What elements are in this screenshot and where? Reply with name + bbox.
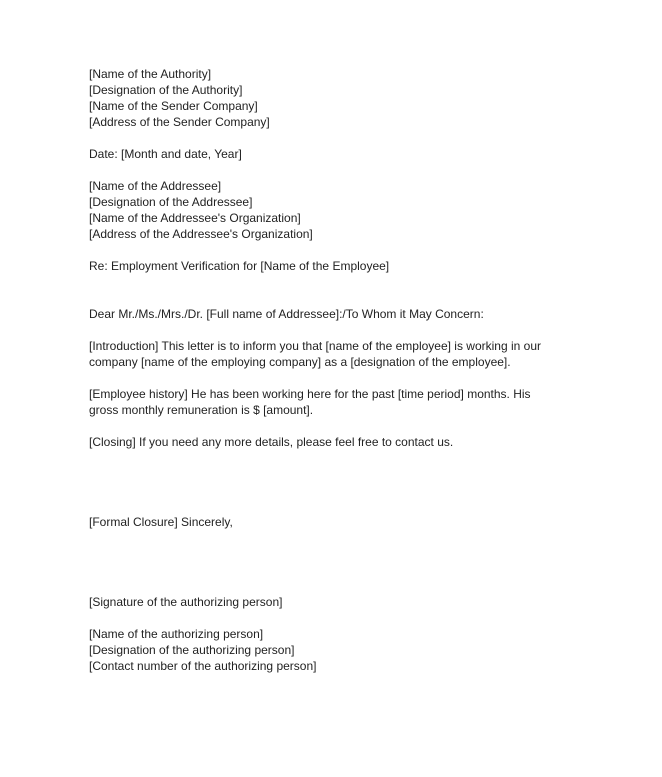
introduction-line-2: company [name of the employing company] as a [designation of the employee]. [89,355,511,369]
employee-history-paragraph [89,386,589,418]
signer-block [89,626,589,674]
formal-closure: [Formal Closure] Sincerely, [89,515,233,529]
signer-name: [Name of the authorizing person] [89,627,264,641]
formal-closure-block [89,514,589,530]
addressee-organization-address: [Address of the Addressee's Organization] [89,227,313,241]
subject-block [89,258,589,274]
authority-designation: [Designation of the Authority] [89,83,243,97]
introduction-paragraph [89,338,589,370]
signature-line: [Signature of the authorizing person] [89,595,283,609]
employee-history-line-1: [Employee history] He has been working here for the past [time period] months. His [89,387,531,401]
addressee-organization: [Name of the Addressee's Organization] [89,211,301,225]
sender-company-name: [Name of the Sender Company] [89,99,258,113]
sender-company-address: [Address of the Sender Company] [89,115,270,129]
date-line: Date: [Month and date, Year] [89,147,242,161]
addressee-block [89,178,589,242]
subject-line: Re: Employment Verification for [Name of the Employee] [89,259,390,273]
salutation-block [89,306,589,322]
closing-line: [Closing] If you need any more details, please feel free to contact us. [89,435,454,449]
closing-paragraph [89,434,589,450]
addressee-name: [Name of the Addressee] [89,179,222,193]
sender-block [89,66,589,130]
authority-name: [Name of the Authority] [89,67,212,81]
introduction-line-1: [Introduction] This letter is to inform you that [name of the employee] is working in our [89,339,541,353]
signer-contact: [Contact number of the authorizing person] [89,659,317,673]
date-block [89,146,589,162]
addressee-designation: [Designation of the Addressee] [89,195,253,209]
signer-designation: [Designation of the authorizing person] [89,643,295,657]
salutation: Dear Mr./Ms./Mrs./Dr. [Full name of Addressee]:/To Whom it May Concern: [89,307,484,321]
letter-body [89,66,589,674]
signature-block [89,594,589,610]
employee-history-line-2: gross monthly remuneration is $ [amount]. [89,403,314,417]
